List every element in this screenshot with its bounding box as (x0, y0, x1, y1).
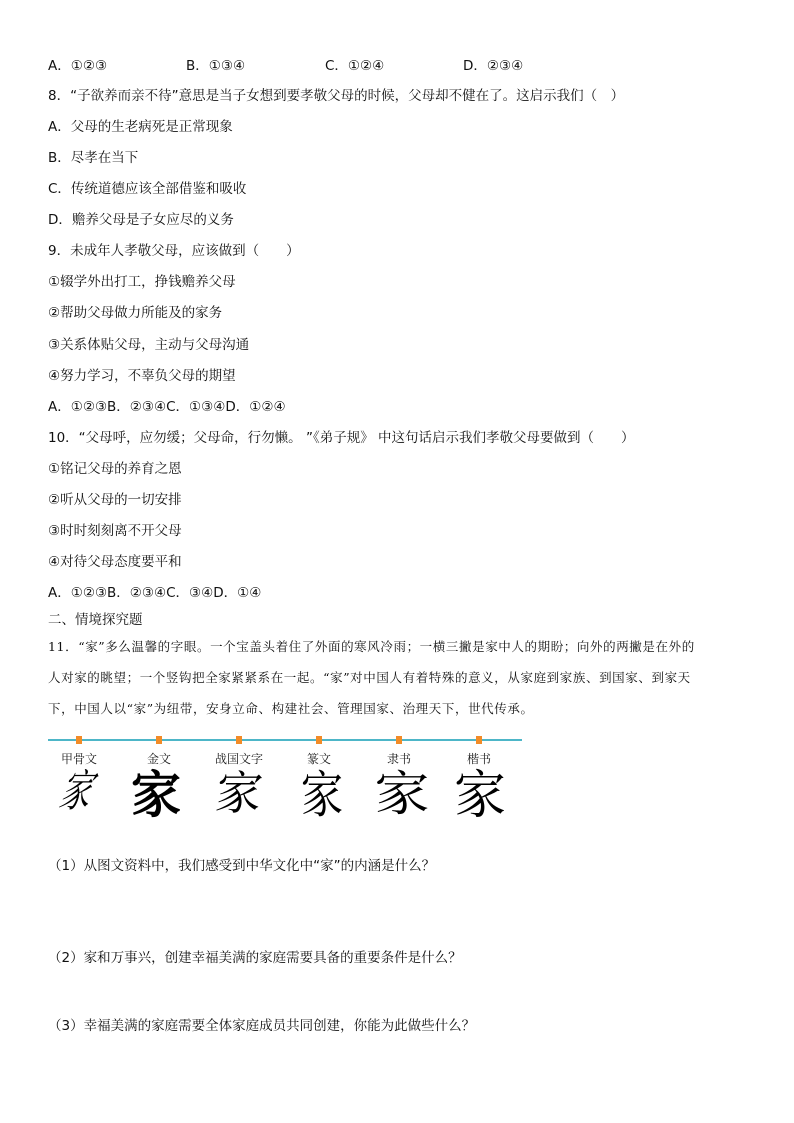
q9-item-1: ①辍学外出打工，挣钱赡养父母 (48, 274, 236, 290)
label-regular: 楷书 (466, 752, 492, 766)
option-b: B．①③④ (186, 58, 246, 74)
q9-item-2: ②帮助父母做力所能及的家务 (48, 305, 223, 321)
label-warring-states: 战国文字 (214, 752, 264, 766)
q8-stem: 8．“子欲养而亲不待”意思是当子女想到要孝敬父母的时候，父母却不健在了。这启示我们（ ） (48, 88, 625, 104)
q11-subquestion-3: （3）幸福美满的家庭需要全体家庭成员共同创建，你能为此做些什么？ (48, 1018, 476, 1034)
timeline (48, 738, 522, 742)
glyph-regular: 家 (453, 766, 507, 826)
q11-passage-line-3: 下，中国人以“家”为纽带，安身立命、构建社会、管理国家、治理天下，世代传承。 (48, 701, 534, 716)
glyph-warring-states: 家 (212, 766, 266, 820)
q8-option-a: A．父母的生老病死是正常现象 (48, 119, 233, 135)
q8-option-b: B．尽孝在当下 (48, 150, 139, 166)
timeline-marker (396, 736, 402, 744)
glyph-oracle-bone: 家 (55, 766, 97, 817)
glyph-bronze: 家 (131, 765, 181, 824)
q9-stem: 9．未成年人孝敬父母，应该做到（ ） (48, 243, 300, 259)
glyph-clerical: 家 (374, 766, 430, 822)
q10-stem: 10．“父母呼，应勿缓；父母命，行勿懒。 ”《弟子规》 中这句话启示我们孝敬父母要做到（ ） (48, 430, 635, 446)
q9-item-4: ④努力学习，不辜负父母的期望 (48, 368, 236, 384)
q11-subquestion-2: （2）家和万事兴，创建幸福美满的家庭需要具备的重要条件是什么？ (48, 950, 462, 966)
timeline-marker (476, 736, 482, 744)
label-bronze: 金文 (146, 752, 172, 766)
label-clerical: 隶书 (386, 752, 412, 766)
q10-item-3: ③时时刻刻离不开父母 (48, 523, 182, 539)
timeline-marker (236, 736, 242, 744)
q11-subquestion-1: （1）从图文资料中，我们感受到中华文化中“家”的内涵是什么？ (48, 858, 436, 874)
timeline-marker (156, 736, 162, 744)
timeline-marker (316, 736, 322, 744)
q11-passage (48, 631, 748, 724)
label-seal: 篆文 (306, 752, 332, 766)
option-a: A．①②③ (48, 58, 108, 74)
section-heading: 二、情境探究题 (48, 612, 143, 628)
q10-item-1: ①铭记父母的养育之恩 (48, 461, 182, 477)
label-oracle-bone: 甲骨文 (60, 752, 98, 766)
q11-passage-line-1: 11．“家”多么温馨的字眼。一个宝盖头着住了外面的寒风冷雨；一横三撇是家中人的期盼；向外的两撇是在外的 (48, 639, 695, 654)
q11-passage-line-2: 人对家的眺望；一个竖钩把全家紧紧系在一起。“家”对中国人有着特殊的意义，从家庭到家族、到国家、到家天 (48, 670, 691, 685)
q8-option-d: D．赡养父母是子女应尽的义务 (48, 212, 234, 228)
glyph-seal: 家 (300, 766, 344, 824)
q9-options: A．①②③B．②③④C．①③④D．①②④ (48, 399, 286, 415)
q10-options: A．①②③B．②③④C．③④D．①④ (48, 585, 262, 601)
q10-item-2: ②听从父母的一切安排 (48, 492, 182, 508)
q10-item-4: ④对待父母态度要平和 (48, 554, 182, 570)
option-d: D．②③④ (463, 58, 524, 74)
option-c: C．①②④ (325, 58, 385, 74)
timeline-bar (48, 739, 522, 741)
timeline-marker (76, 736, 82, 744)
q8-option-c: C．传统道德应该全部借鉴和吸收 (48, 181, 247, 197)
q9-item-3: ③关系体贴父母，主动与父母沟通 (48, 337, 250, 353)
